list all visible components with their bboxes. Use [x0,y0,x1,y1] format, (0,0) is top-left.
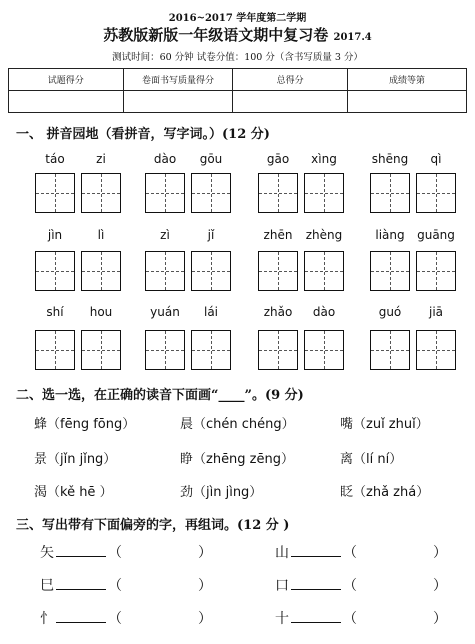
school-year: 2016~2017 学年度第二学期 [168,13,307,24]
paren: ） [433,545,447,561]
writing-grid-box[interactable] [258,173,298,213]
reading-choice[interactable]: 景（jǐn jǐng） [34,452,117,467]
radical: 忄 [40,611,54,627]
writing-grid-box[interactable] [258,330,298,370]
paren: ） [198,578,212,594]
score-cell[interactable] [347,91,466,113]
pinyin-label: jìn [47,228,63,242]
radical-row [275,575,447,595]
pinyin-label: lái [203,305,219,319]
pinyin-label: gāo [266,152,290,166]
pinyin-label: zhèng [305,228,343,242]
reading-choice[interactable]: 劲（jìn jìng） [180,485,263,500]
paren: （ [343,578,357,594]
paren: ） [198,611,212,627]
pinyin-label: shí [46,305,64,319]
pinyin-label: yuán [150,305,180,319]
pinyin-label: gōu [199,152,223,166]
writing-grid-box[interactable] [258,251,298,291]
reading-choice[interactable]: 眨（zhǎ zhá） [340,485,430,500]
section2-heading: 二、选一选，在正确的读音下面画“____”。(9 分) [16,388,304,403]
answer-blank[interactable] [291,608,341,623]
radical-row [40,608,212,628]
score-cell[interactable] [233,91,348,113]
writing-grid-box[interactable] [81,330,121,370]
score-header: 试题得分 [9,69,124,91]
writing-grid-box[interactable] [191,251,231,291]
reading-choice[interactable]: 离（lí ní） [340,452,403,467]
title-date: 2017.4 [333,32,372,43]
pinyin-label: dào [312,305,336,319]
score-header: 成绩等第 [347,69,466,91]
pinyin-label: jiā [428,305,444,319]
pinyin-label: xìng [311,152,337,166]
writing-grid-box[interactable] [145,251,185,291]
page-title [0,24,475,45]
answer-blank[interactable] [56,542,106,557]
section1-heading: 一、 拼音园地（看拼音，写字词。）(12 分) [16,127,270,142]
section3-heading: 三、写出带有下面偏旁的字，再组词。(12 分 ) [16,518,290,533]
writing-grid-box[interactable] [145,330,185,370]
radical-row [40,575,212,595]
writing-grid-box[interactable] [81,251,121,291]
writing-grid-box[interactable] [191,330,231,370]
reading-choice[interactable]: 渴（kě hē ） [34,485,113,500]
writing-grid-box[interactable] [416,173,456,213]
pinyin-label: zi [96,152,106,166]
writing-grid-box[interactable] [81,173,121,213]
score-table [8,68,467,113]
paren: ） [433,578,447,594]
reading-choice[interactable]: 嘴（zuǐ zhuǐ） [340,417,429,432]
radical: 山 [275,545,289,561]
score-header: 卷面书写质量得分 [123,69,233,91]
pinyin-label: lì [97,228,105,242]
writing-grid-box[interactable] [35,251,75,291]
writing-grid-box[interactable] [370,330,410,370]
score-header: 总得分 [233,69,348,91]
pinyin-label: hou [89,305,113,319]
writing-grid-box[interactable] [35,330,75,370]
pinyin-label: táo [45,152,65,166]
answer-blank[interactable] [56,575,106,590]
writing-grid-box[interactable] [304,251,344,291]
pinyin-label: zhǎo [263,305,293,319]
score-cell[interactable] [9,91,124,113]
pinyin-label: guó [378,305,402,319]
pinyin-label: jǐ [207,228,215,242]
radical-row [275,542,447,562]
writing-grid-box[interactable] [370,173,410,213]
writing-grid-box[interactable] [370,251,410,291]
pinyin-label: zhēn [263,228,293,242]
pinyin-label: qì [430,152,442,166]
writing-grid-box[interactable] [304,330,344,370]
writing-grid-box[interactable] [416,251,456,291]
answer-blank[interactable] [291,575,341,590]
radical: 十 [275,611,289,627]
pinyin-label: dào [153,152,177,166]
pinyin-label: guāng [417,228,455,242]
writing-grid-box[interactable] [35,173,75,213]
writing-grid-box[interactable] [145,173,185,213]
reading-choice[interactable]: 蜂（fēng fōng） [34,417,136,432]
reading-choice[interactable]: 睁（zhēng zēng） [180,452,294,467]
answer-blank[interactable] [291,542,341,557]
title-text: 苏教版新版一年级语文期中复习卷 [103,26,329,44]
pinyin-label: liàng [375,228,405,242]
writing-grid-box[interactable] [191,173,231,213]
pinyin-label: zì [160,228,170,242]
paren: （ [108,545,122,561]
radical-row [275,608,447,628]
radical: 矢 [40,545,54,561]
paren: （ [343,611,357,627]
writing-grid-box[interactable] [304,173,344,213]
score-cell[interactable] [123,91,233,113]
paren: ） [433,611,447,627]
radical: 巳 [40,578,54,594]
pinyin-label: shēng [371,152,409,166]
paren: （ [108,578,122,594]
paren: （ [108,611,122,627]
answer-blank[interactable] [56,608,106,623]
radical-row [40,542,212,562]
paren: ） [198,545,212,561]
radical: 口 [275,578,289,594]
reading-choice[interactable]: 晨（chén chéng） [180,417,295,432]
paren: （ [343,545,357,561]
exam-info: 测试时间：60 分钟 试卷分值：100 分（含书写质量 3 分） [112,52,363,63]
writing-grid-box[interactable] [416,330,456,370]
